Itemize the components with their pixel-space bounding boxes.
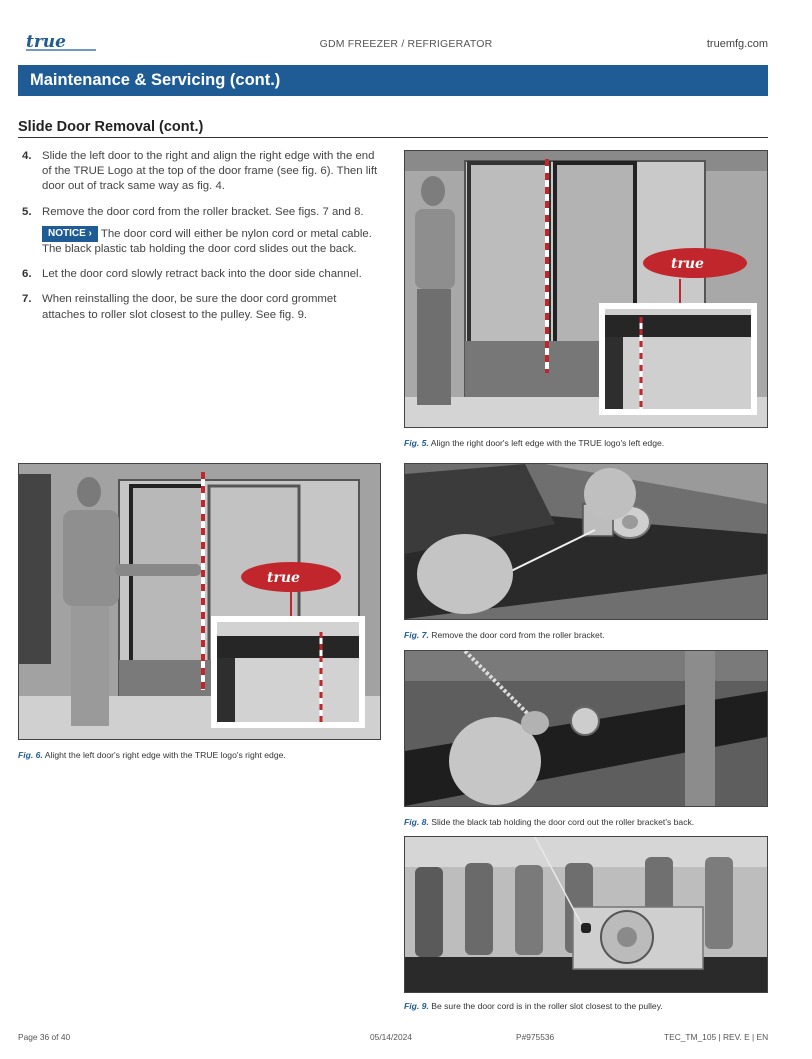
- notice-badge: NOTICE ›: [42, 226, 98, 242]
- subsection-divider: [18, 137, 768, 138]
- svg-text:true: true: [267, 570, 300, 586]
- fig8-photo: [404, 650, 768, 807]
- step-text: Slide the left door to the right and align the right edge with the end of the TRUE Logo at the top of the door frame (see fig. 6). Then lift door out of track same way as fig. 4.: [42, 150, 378, 193]
- step-6: 6. Let the door cord slowly retract back into the door side channel.: [22, 268, 362, 281]
- document-id: TEC_TM_105 | REV. E | EN: [664, 1032, 769, 1042]
- fig7-photo: [404, 463, 768, 620]
- step-text: Remove the door cord from the roller bracket. See figs. 7 and 8.: [42, 205, 364, 218]
- step-text: When reinstalling the door, be sure the door cord grommet attaches to roller slot closest to the pulley. See fig. 9.: [42, 293, 337, 321]
- step-4: 4. Slide the left door to the right and align the right edge with the end of the TRUE Logo at the top of the door frame (see fig. 6). Then lift door out of track same way as fig. 4.: [22, 150, 378, 193]
- notice-block: [42, 226, 380, 257]
- page-number: Page 36 of 40: [18, 1032, 71, 1042]
- footer-date: 05/14/2024: [370, 1032, 412, 1042]
- banner-title: Maintenance & Servicing (cont.): [30, 71, 281, 89]
- website-link[interactable]: truemfg.com: [706, 38, 768, 50]
- document-title: GDM FREEZER / REFRIGERATOR: [319, 38, 493, 50]
- svg-text:true: true: [26, 32, 66, 52]
- step-text: Let the door cord slowly retract back into the door side channel.: [42, 268, 362, 281]
- fig7-caption: Fig. 7. Remove the door cord from the roller bracket.: [404, 630, 605, 640]
- fig9-caption: Fig. 9. Be sure the door cord is in the roller slot closest to the pulley.: [404, 1001, 663, 1011]
- step-7: 7. When reinstalling the door, be sure the door cord grommet attaches to roller slot closest to the pulley. See fig. 9.: [22, 293, 337, 321]
- notice-text: The door cord will either be nylon cord or metal cable. The black plastic tab holding the door cord slides out the back.: [42, 227, 372, 256]
- steps-list: [22, 149, 380, 333]
- subsection-title: Slide Door Removal (cont.): [18, 119, 204, 135]
- fig6-caption: Fig. 6. Alight the left door's right edge with the TRUE logo's right edge.: [18, 750, 286, 760]
- fig5-photo: [404, 150, 768, 428]
- svg-text:true: true: [671, 256, 704, 272]
- fig6-photo: [18, 463, 381, 740]
- section-banner: [18, 65, 768, 96]
- step-5: 5. Remove the door cord from the roller bracket. See figs. 7 and 8. NOTICE › The door cord will either be nylon cord or metal cable. The black plastic tab holding the door cord slides out the back.: [22, 205, 380, 258]
- fig9-photo: [404, 836, 768, 993]
- part-number: P#975536: [516, 1032, 555, 1042]
- fig8-caption: Fig. 8. Slide the black tab holding the door cord out the roller bracket's back.: [404, 817, 695, 827]
- fig5-caption: Fig. 5. Align the right door's left edge with the TRUE logo's left edge.: [404, 438, 665, 448]
